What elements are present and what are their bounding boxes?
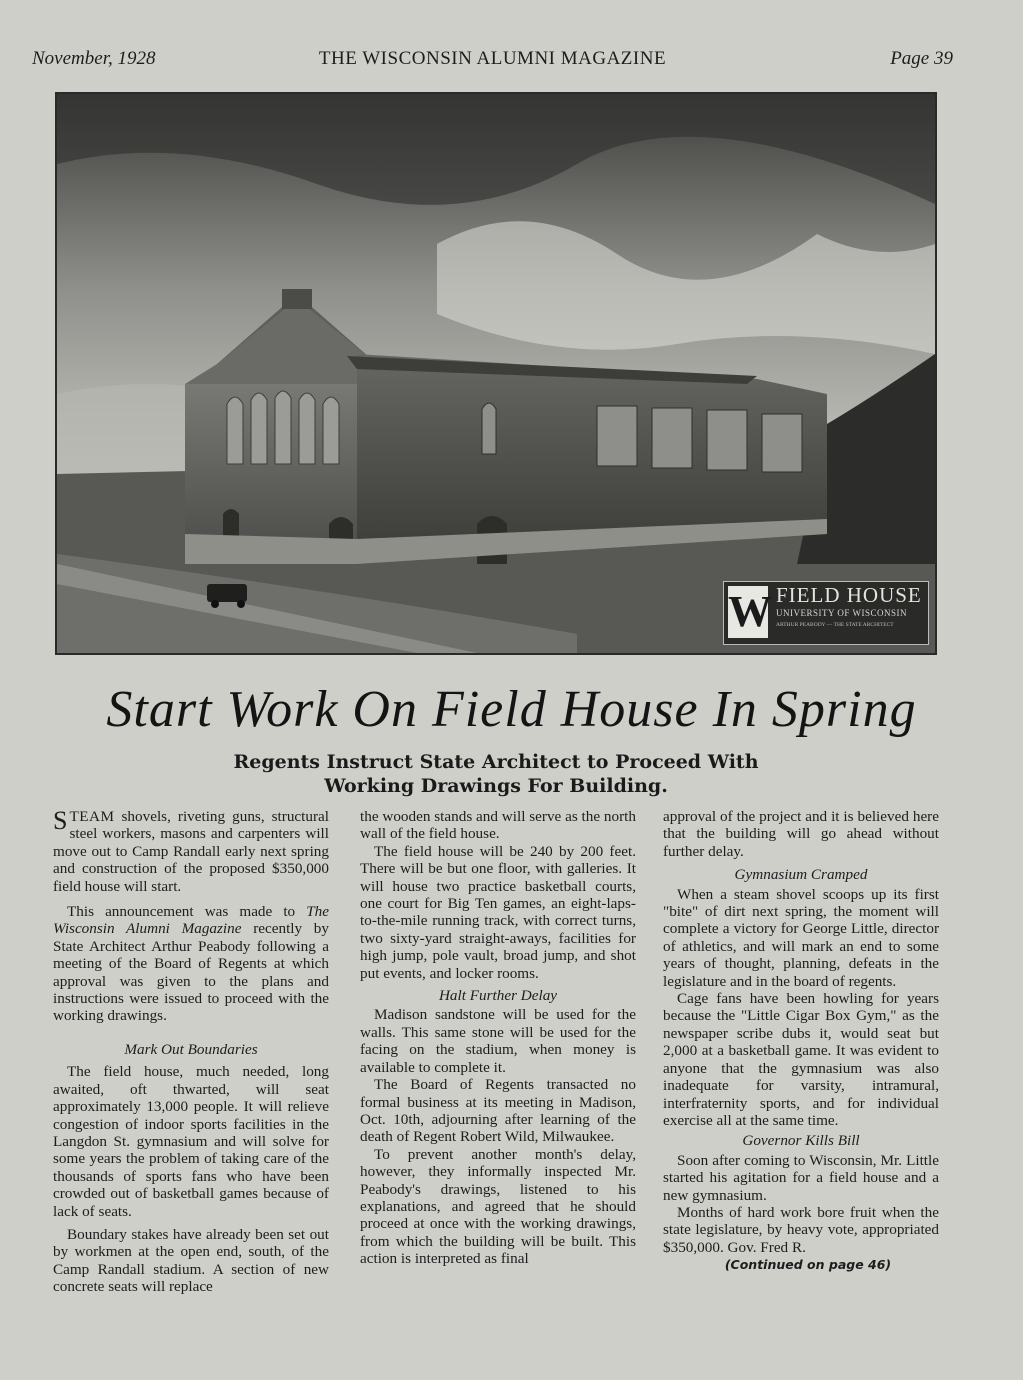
drop-cap: S: [53, 806, 68, 835]
paragraph: the wooden stands and will serve as the north wall of the field house.: [360, 808, 636, 843]
paragraph: The field house, much needed, long awaited, oft thwarted, will seat approximately 13,000 people. It will relieve congestion of indoor sports facilities in the Langdon St. gymnasium and will solve for some years the problem of taking care of the thousands of sports fans who have been crowded out of basketball games because of lack of seats.: [53, 1063, 329, 1220]
text-column-2: [360, 808, 636, 1268]
field-house-plaque: [723, 581, 929, 645]
continued-note: (Continued on page 46): [724, 1257, 892, 1273]
article-headline: Start Work On Field House In Spring: [106, 681, 917, 738]
issue-date: November, 1928: [32, 48, 156, 69]
paragraph: When a steam shovel scoops up its first "bite" of dirt next spring, the moment will complete a victory for George Little, director of athletics, and will mark an end to some years of thought, planning, defeats in the legislature and in the board of regents.: [663, 885, 939, 990]
paragraph: [53, 903, 329, 1025]
paragraph: approval of the project and it is believed here that the building will go ahead without further delay.: [663, 808, 939, 860]
plaque-credits: ARTHUR PEABODY — THE STATE ARCHITECT: [776, 622, 894, 628]
paragraph: Cage fans have been howling for years because the "Little Cigar Box Gym," as the newspaper scribe dubs it, would seat but 2,000 at a basketball game. It was evident to anyone that the gymnasium was also inadequate for varsity, intramural, interfraternity sports, and for individual exercise all at the same time.: [663, 990, 939, 1129]
paragraph-text: recently by State Architect Arthur Peabody following a meeting of the Board of Regents at which approval was given to the plans and instructions were issued to proceed with the working drawings.: [53, 920, 329, 1025]
paragraph-text: shovels, riveting guns, structural steel workers, masons and carpenters will move out to Camp Randall early next spring and construction of the proposed $350,000 field house will start.: [53, 808, 329, 895]
paragraph: The Board of Regents transacted no formal business at its meeting in Madison, Oct. 10th, adjourning after learning of the death of Regent Robert Wild, Milwaukee.: [360, 1076, 636, 1146]
text-column-1: [53, 808, 329, 1296]
magazine-title: THE WISCONSIN ALUMNI MAGAZINE: [318, 48, 667, 69]
w-monogram: W: [728, 587, 772, 636]
page-number: Page 39: [890, 48, 953, 69]
text-column-3: [663, 808, 939, 1274]
subhead: Gymnasium Cramped: [734, 866, 868, 884]
field-house-illustration: [55, 92, 937, 655]
paragraph: [53, 808, 329, 895]
running-head: [32, 48, 953, 74]
magazine-name: The Wisconsin Alumni Magazine: [53, 903, 329, 938]
subhead: Mark Out Boundaries: [124, 1040, 258, 1058]
paragraph: Months of hard work bore fruit when the state legislature, by heavy vote, appropriated $350,000. Gov. Fred R.: [663, 1203, 939, 1256]
paragraph: Soon after coming to Wisconsin, Mr. Little started his agitation for a field house and a new gymnasium.: [663, 1151, 939, 1204]
field-house-drawing: [57, 94, 935, 653]
plaque-subtitle: UNIVERSITY OF WISCONSIN: [776, 608, 908, 618]
paragraph: Boundary stakes have already been set out by workmen at the open end, south, of the Camp Randall stadium. A section of new concrete seats will replace: [53, 1225, 329, 1296]
paragraph-text: This announcement was made to: [67, 903, 307, 921]
article-deck: Regents Instruct State Architect to Proceed With Working Drawings For Building.: [233, 751, 759, 797]
paragraph: To prevent another month's delay, however, they informally inspected Mr. Peabody's drawings, listened to his explanations, and agreed that he should proceed at once with the working drawings, from which the building will be built. This action is interpreted as final: [360, 1145, 636, 1268]
paragraph: Madison sandstone will be used for the walls. This same stone will be used for the facing on the stadium, when money is available to complete it.: [360, 1006, 636, 1076]
subhead: Governor Kills Bill: [742, 1132, 860, 1150]
paragraph: The field house will be 240 by 200 feet. There will be but one floor, with galleries. It will house two practice basketball courts, one court for Big Ten games, an eight-laps-to-the-mile running track, with correct turns, two sixty-yard straight-aways, facilities for high jump, pole vault, broad jump, and shot put events, and locker rooms.: [360, 842, 636, 982]
plaque-title: FIELD HOUSE: [776, 583, 922, 607]
subhead: Halt Further Delay: [438, 987, 558, 1005]
lead-word: TEAM: [69, 808, 115, 825]
